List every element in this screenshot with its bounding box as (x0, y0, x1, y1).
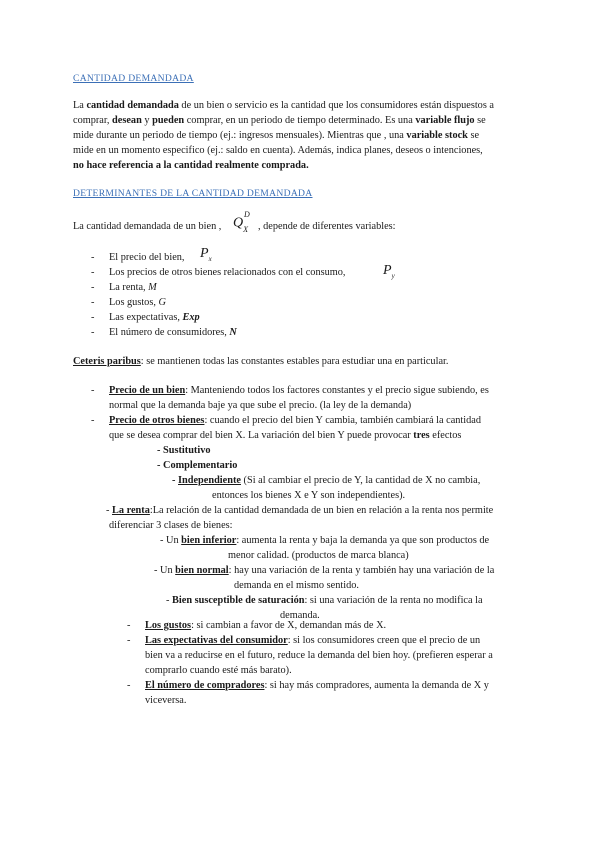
efecto-complementario (157, 458, 237, 473)
efecto-independiente-line-1 (172, 473, 480, 488)
expectativas-line-1 (145, 633, 480, 648)
math-py (383, 262, 395, 285)
list-dash: - (91, 282, 95, 293)
bold-term: variable flujo (415, 115, 475, 126)
math-var: P (383, 263, 392, 278)
text: de un bien o servicio es la cantidad que los consumidores están dispuestos a (178, 100, 494, 111)
efecto-label: Sustitutivo (163, 445, 211, 456)
efecto-sustitutivo (157, 443, 211, 458)
item-var: N (229, 327, 237, 338)
list-dash: - (91, 415, 95, 426)
text: : si cambian a favor de X, demandan más de X. (191, 620, 387, 631)
paragraph-line-3 (73, 128, 479, 143)
bien-saturacion-line-1 (166, 593, 483, 608)
expectativas-line-3: comprarlo cuando esté más barato). (145, 665, 292, 676)
item-text: La renta, (109, 282, 149, 293)
text: : se mantienen todas las constantes estables para estudiar una en particular. (140, 356, 449, 367)
bien-normal-line-1 (154, 563, 494, 578)
text: y (141, 115, 153, 126)
ceteris-label: Ceteris paribus (73, 356, 141, 367)
bold-term: variable stock (406, 130, 468, 141)
list-dash: - (91, 297, 95, 308)
list-dash: - (91, 312, 95, 323)
list-dash: - (91, 252, 95, 263)
item-text: El precio del bien, (109, 252, 185, 263)
math-quantity-demanded (233, 210, 250, 237)
bien-inferior-line-1 (160, 533, 489, 548)
efecto-independiente-line-2: entonces los bienes X e Y son independientes). (212, 490, 406, 501)
list-dash: - (91, 267, 95, 278)
list-item (109, 310, 200, 325)
text: : hay una variación de la renta y también hay una variación de la (228, 565, 495, 576)
text: efectos (429, 430, 462, 441)
math-subscript: X (243, 225, 249, 235)
bien-normal-label: bien normal (175, 565, 229, 576)
text: La (73, 100, 87, 111)
list-dash: - (127, 620, 131, 631)
dash: - (106, 505, 113, 516)
sub-dash: - (157, 445, 161, 456)
list-item (109, 280, 157, 295)
precio-bien-label: Precio de un bien (109, 385, 186, 396)
text: se (474, 115, 486, 126)
list-dash: - (91, 327, 95, 338)
math-superscript: D (244, 210, 250, 219)
renta-line-1 (106, 503, 493, 518)
list-dash: - (91, 385, 95, 396)
list-item (109, 295, 166, 310)
renta-label: La renta (112, 505, 150, 516)
item-text: El número de consumidores, (109, 327, 230, 338)
text: : Manteniendo todos los factores constantes y el precio sigue subiendo, es (185, 385, 489, 396)
bien-saturacion-line-2: demanda. (280, 610, 320, 621)
bien-normal-line-2: demanda en el mismo sentido. (234, 580, 359, 591)
expectativas-label: Las expectativas del consumidor (145, 635, 288, 646)
precio-bien-line-2: normal que la demanda baje ya que sube el precio. (la ley de la demanda) (109, 400, 412, 411)
precio-otros-line-2 (109, 428, 461, 443)
text: La cantidad demandada de un bien , (73, 221, 222, 232)
compradores-label: El número de compradores (145, 680, 265, 691)
list-dash: - (127, 635, 131, 646)
math-q: Q (233, 215, 244, 231)
sub-dash: - (172, 475, 176, 486)
precio-otros-label: Precio de otros bienes (109, 415, 205, 426)
list-item (109, 325, 237, 340)
item-text: Los gustos, (109, 297, 159, 308)
intro-line (73, 219, 221, 234)
paragraph-line-4: mide en un momento especifico (ej.: saldo en cuenta). Además, indica planes, deseos o intenciones, (73, 145, 483, 156)
math-subscript: y (391, 271, 395, 280)
efecto-label: Independiente (178, 475, 241, 486)
gustos-line (145, 618, 386, 633)
item-text: Las expectativas, (109, 312, 183, 323)
section-heading-cantidad-demandada: CANTIDAD DEMANDADA (73, 73, 194, 84)
list-dash: - (127, 680, 131, 691)
bien-saturacion-label: Bien susceptible de saturación (172, 595, 305, 606)
item-var: G (158, 297, 166, 308)
text: : si una variación de la renta no modifica la (304, 595, 483, 606)
list-item: Los precios de otros bienes relacionados con el consumo, (109, 267, 346, 278)
section-heading-determinantes: DETERMINANTES DE LA CANTIDAD DEMANDADA (73, 188, 313, 199)
text: comprar, en un periodo de tiempo determinado. Es una (184, 115, 416, 126)
text: : si los consumidores creen que el precio de un (287, 635, 481, 646)
sub-dash: - (157, 460, 161, 471)
text: : si hay más compradores, aumenta la demanda de X y (264, 680, 489, 691)
intro-line-end: , depende de diferentes variables: (258, 221, 396, 232)
math-var: P (200, 246, 209, 261)
text: se (467, 130, 480, 141)
bold-term: desean (112, 115, 142, 126)
bold-term: cantidad demandada (86, 100, 179, 111)
text: (Si al cambiar el precio de Y, la cantidad de X no cambia, (240, 475, 481, 486)
text: - Un (154, 565, 176, 576)
paragraph-line-1 (73, 98, 494, 113)
precio-bien-line-1 (109, 383, 489, 398)
expectativas-line-2: bien va a reducirse en el futuro, reduce la demanda del bien hoy. (prefieren esperar a (145, 650, 493, 661)
renta-line-2: diferenciar 3 clases de bienes: (109, 520, 233, 531)
text: :La relación de la cantidad demandada de un bien en relación a la renta nos permite (149, 505, 494, 516)
compradores-line-2: viceversa. (145, 695, 187, 706)
text: - Un (160, 535, 182, 546)
text: : cuando el precio del bien Y cambia, también cambiará la cantidad (204, 415, 481, 426)
text: mide durante un periodo de tiempo (ej.: ingresos mensuales). Mientras que , una (73, 130, 407, 141)
bien-inferior-label: bien inferior (181, 535, 237, 546)
item-var: M (148, 282, 157, 293)
paragraph-line-5: no hace referencia a la cantidad realmente comprada. (73, 160, 309, 171)
bien-inferior-line-2: menor calidad. (productos de marca blanca) (228, 550, 409, 561)
list-item (109, 250, 184, 265)
text: - (166, 595, 173, 606)
text: comprar, (73, 115, 113, 126)
gustos-label: Los gustos (145, 620, 192, 631)
bold-term: pueden (152, 115, 185, 126)
efecto-label: Complementario (163, 460, 238, 471)
text: que se desea comprar del bien X. La variación del bien Y puede provocar (109, 430, 414, 441)
math-subscript: x (208, 254, 212, 263)
paragraph-line-2 (73, 113, 486, 128)
bold-term: tres (413, 430, 430, 441)
text: : aumenta la renta y baja la demanda ya que son productos de (236, 535, 490, 546)
item-var: Exp (182, 312, 200, 323)
precio-otros-line-1 (109, 413, 481, 428)
compradores-line-1 (145, 678, 489, 693)
ceteris-paribus-line (73, 354, 448, 369)
